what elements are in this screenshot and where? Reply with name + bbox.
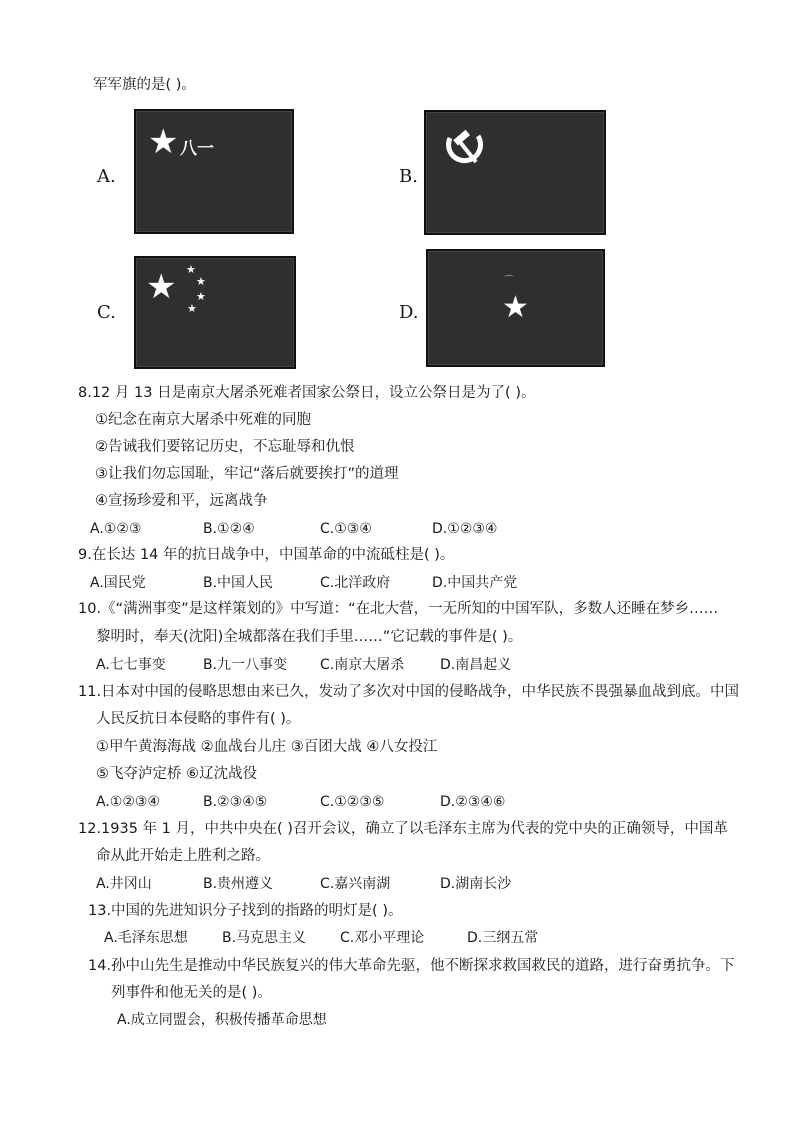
flag-d [426,249,605,367]
question-11-items-line1: ①甲午黄海海战 ②血战台儿庄 ③百团大战 ④八女投江 [96,739,438,755]
question-10-option-d: D.南昌起义 [440,657,512,673]
question-11-stem-line2: 人民反抗日本侵略的事件有( )。 [96,711,301,727]
option-d-label: D. [399,302,419,323]
question-8-option-c: C.①③④ [320,521,372,537]
faint-mark-icon: ⌒ [504,276,514,287]
question-12-stem-line2: 命从此开始走上胜利之路。 [96,848,270,864]
question-8-option-b: B.①②④ [203,521,255,537]
small-star-icon: ★ [196,275,206,288]
question-9-option-a: A.国民党 [90,575,146,591]
option-a-label: A. [97,166,116,187]
question-14-stem-line1: 14.孙中山先生是推动中华民族复兴的伟大革命先驱，他不断探求救国救民的道路，进行奋勇抗争。下 [88,958,735,974]
question-8-item: ④宣扬珍爱和平，远离战争 [95,493,268,509]
question-8-stem: 8.12 月 13 日是南京大屠杀死难者国家公祭日，设立公祭日是为了( )。 [78,385,536,401]
star-icon: ★ [502,290,529,325]
question-13-option-d: D.三纲五常 [467,930,539,946]
question-7-tail: 军军旗的是( )。 [93,77,196,93]
option-c-label: C. [97,302,116,323]
flag-c-national-flag [134,256,296,369]
question-11-items-line2: ⑤飞夺泸定桥 ⑥辽沈战役 [96,766,258,782]
question-12-option-d: D.湖南长沙 [440,876,512,892]
question-13-stem: 13.中国的先进知识分子找到的指路的明灯是( )。 [88,903,403,919]
question-11-option-b: B.②③④⑤ [203,794,268,810]
small-star-icon: ★ [186,263,196,276]
question-12-option-c: C.嘉兴南湖 [320,876,391,892]
question-10-option-b: B.九一八事变 [203,657,288,673]
question-14-stem-line2: 列事件和他无关的是( )。 [111,985,272,1001]
large-star-icon: ★ [146,267,177,307]
question-10-stem-line1: 10.《“满洲事变”是这样策划的》中写道：“在北大营，一无所知的中国军队，多数人还睡在梦乡…… [78,601,719,617]
question-12-stem-line1: 12.1935 年 1 月，中共中央在( )召开会议，确立了以毛泽东主席为代表的党中央的正确领导，中国革 [78,821,728,837]
question-10-option-a: A.七七事变 [96,657,166,673]
flag-a-pla-flag [134,109,294,234]
question-10-option-c: C.南京大屠杀 [320,657,405,673]
question-8-option-d: D.①②③④ [432,521,498,537]
hammer-sickle-icon [442,126,486,170]
question-13-option-c: C.邓小平理论 [340,930,425,946]
question-11-option-a: A.①②③④ [96,794,160,810]
flag-a-characters: 八一 [180,139,214,159]
question-14-option-a: A.成立同盟会，积极传播革命思想 [117,1012,327,1028]
option-b-label: B. [399,166,418,187]
question-8-item: ①纪念在南京大屠杀中死难的同胞 [95,412,311,428]
question-9-option-b: B.中国人民 [203,575,274,591]
question-9-stem: 9.在长达 14 年的抗日战争中，中国革命的中流砥柱是( )。 [78,547,455,563]
question-10-stem-line2: 黎明时，奉天(沈阳)全城都落在我们手里……”它记载的事件是( )。 [96,629,523,645]
small-star-icon: ★ [196,290,206,303]
question-9-option-c: C.北洋政府 [320,575,391,591]
question-9-option-d: D.中国共产党 [432,575,518,591]
question-8-item: ③让我们勿忘国耻，牢记“落后就要挨打”的道理 [95,466,399,482]
question-12-option-b: B.贵州遵义 [203,876,274,892]
question-11-stem-line1: 11.日本对中国的侵略思想由来已久，发动了多次对中国的侵略战争，中华民族不畏强暴血战到底。中国 [78,684,740,700]
question-11-option-d: D.②③④⑥ [440,794,506,810]
question-11-option-c: C.①②③⑤ [320,794,385,810]
flag-b-party-flag [424,110,606,235]
question-13-option-a: A.毛泽东思想 [104,930,188,946]
small-star-icon: ★ [187,302,197,315]
question-13-option-b: B.马克思主义 [222,930,307,946]
question-12-option-a: A.井冈山 [96,876,152,892]
question-8-option-a: A.①②③ [90,521,142,537]
star-icon: ★ [148,122,179,162]
question-8-item: ②告诫我们要铭记历史，不忘耻辱和仇恨 [95,439,355,455]
